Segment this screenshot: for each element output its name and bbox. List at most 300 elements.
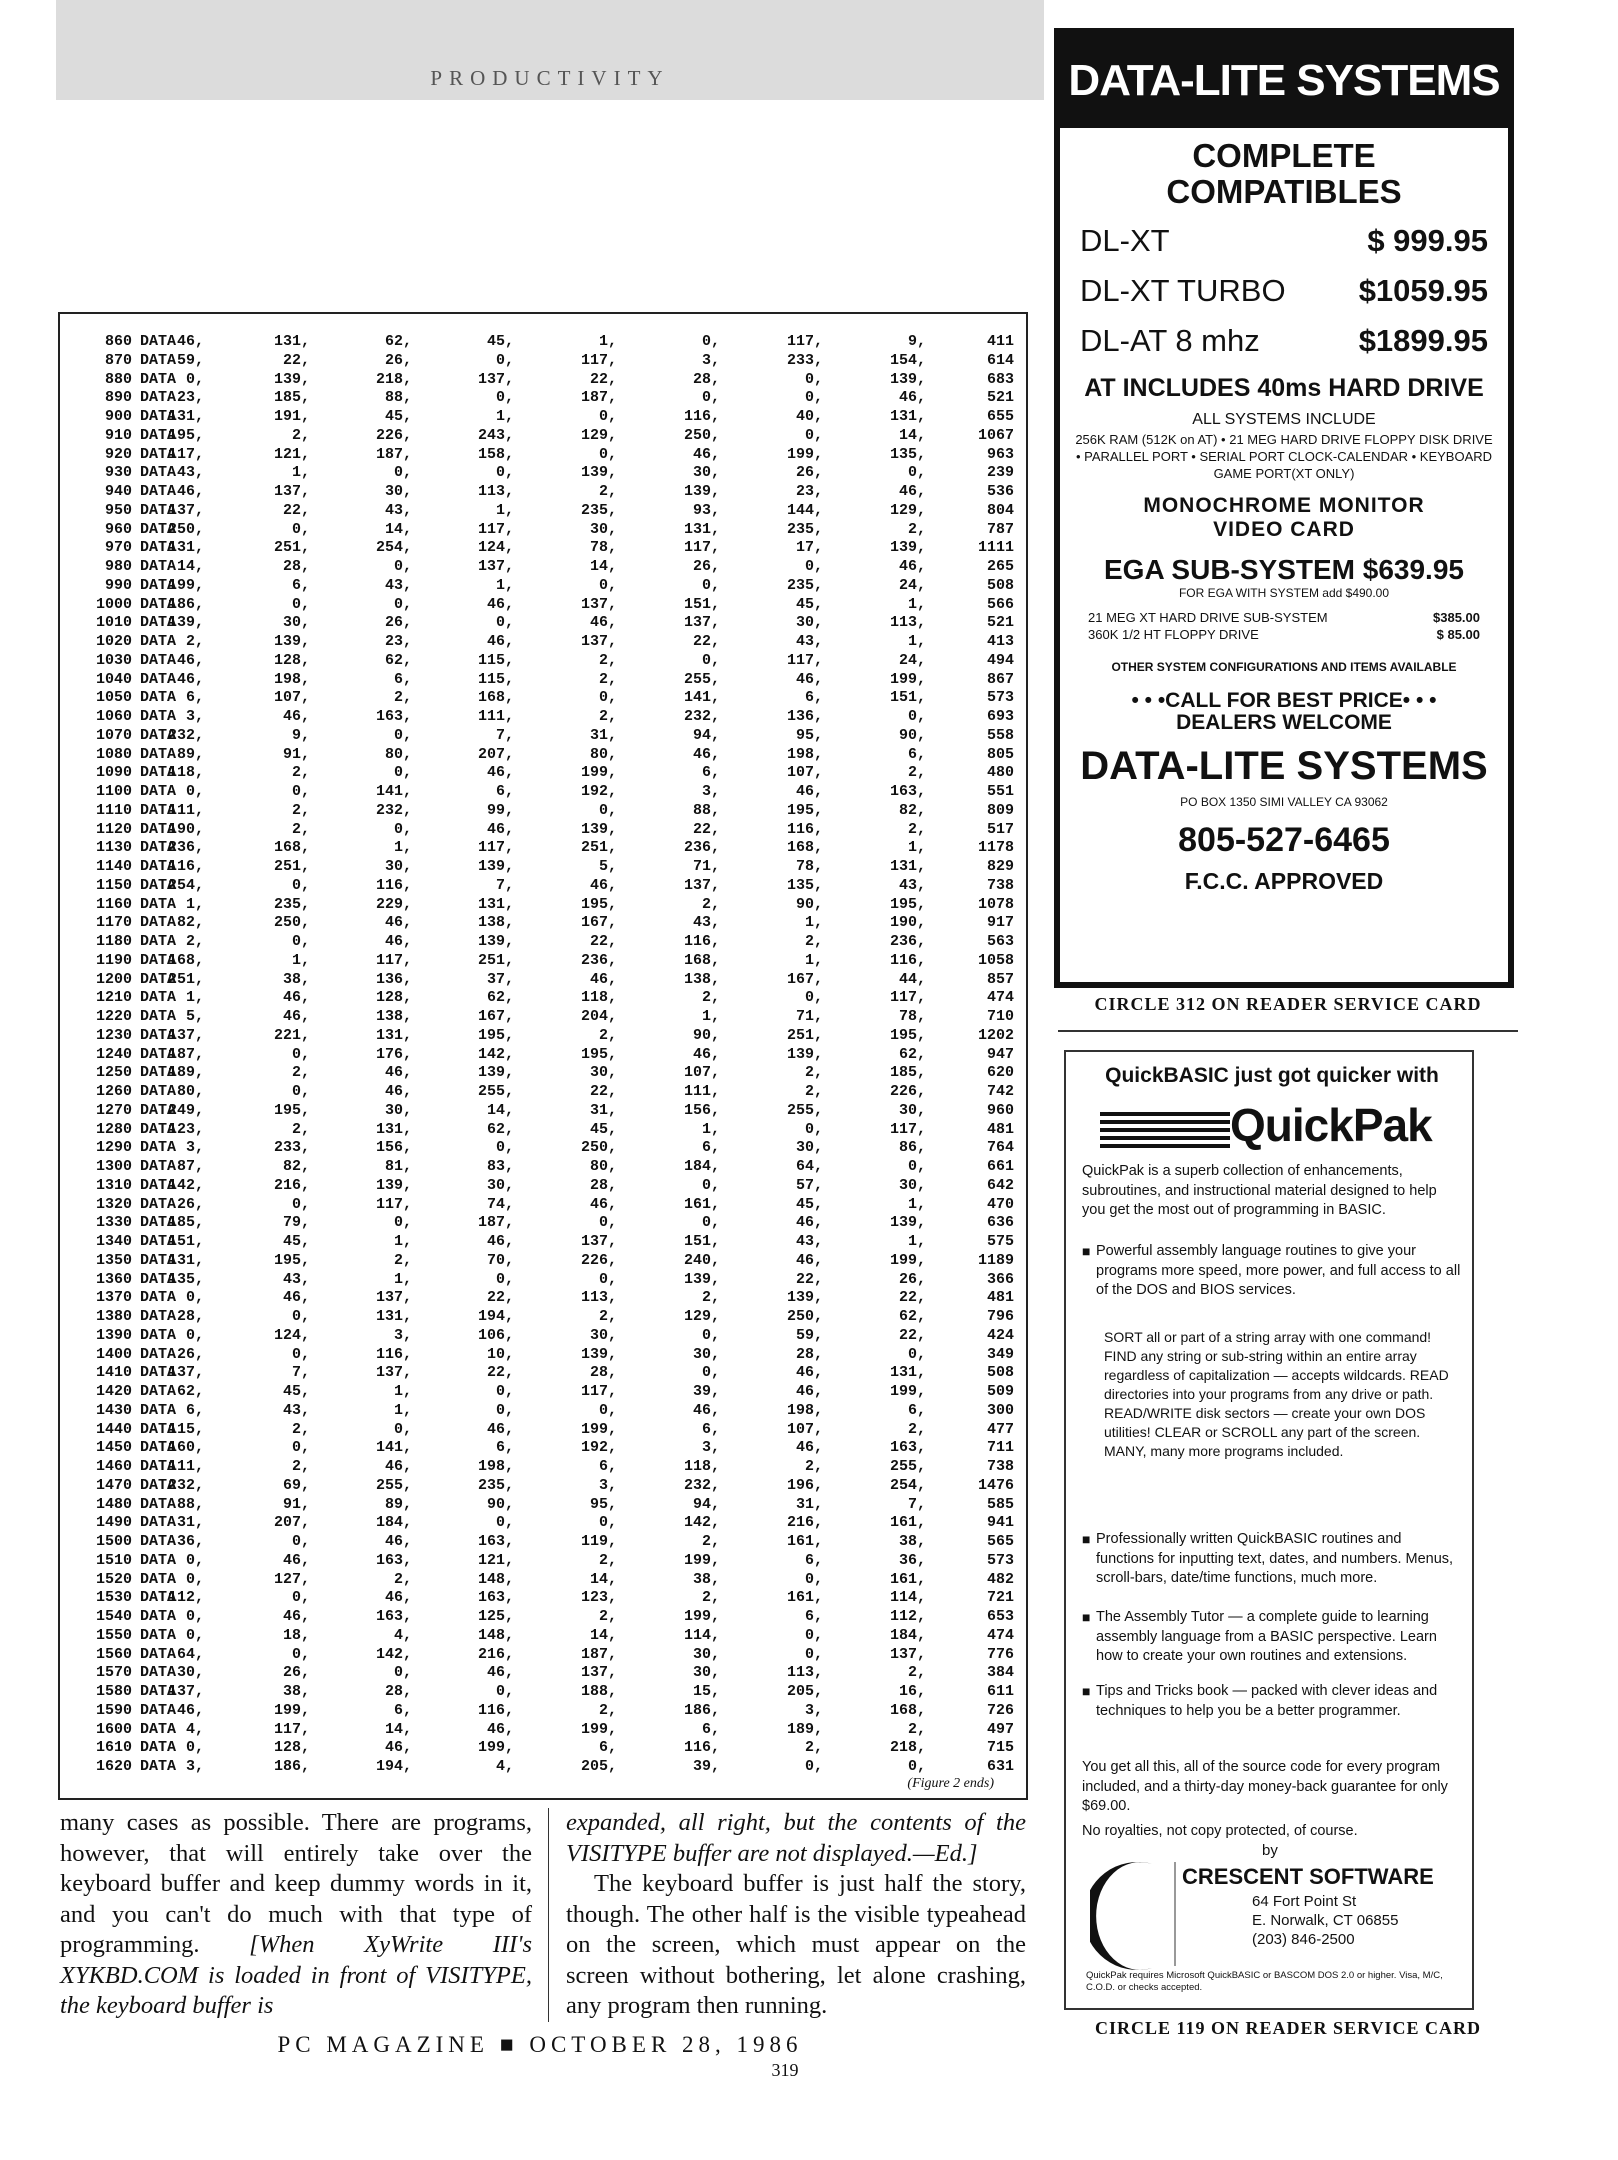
data-value: 184, <box>683 1158 720 1175</box>
data-value: 22, <box>282 501 310 519</box>
data-keyword: DATA <box>140 914 177 932</box>
line-number: 1260 <box>95 1083 132 1100</box>
data-value: 131, <box>683 520 720 538</box>
data-value: 90, <box>898 726 926 744</box>
data-value: 90, <box>795 895 823 913</box>
data-value: 131, <box>477 895 514 913</box>
data-value: 6, <box>393 1701 412 1719</box>
data-value: 37, <box>486 970 514 988</box>
data-keyword: DATA <box>140 689 177 707</box>
data-value: 111, <box>167 801 204 819</box>
line-number: 1550 <box>95 1626 132 1644</box>
data-keyword: DATA <box>140 464 177 482</box>
data-value: 1, <box>393 1233 412 1250</box>
company-address <box>1252 1892 1398 1949</box>
data-value: 199, <box>580 1420 617 1438</box>
listing-row <box>74 1703 1014 1719</box>
data-value: 142, <box>167 1176 204 1194</box>
data-keyword: DATA <box>140 670 177 688</box>
data-value: 57, <box>795 1176 823 1194</box>
data-value: 125, <box>477 1608 514 1625</box>
data-value: 129, <box>889 501 926 519</box>
listing-row <box>74 522 1014 538</box>
data-keyword: DATA <box>140 370 177 388</box>
data-keyword: DATA <box>140 576 177 594</box>
checksum-value: 693 <box>986 708 1014 725</box>
data-value: 0, <box>701 576 720 594</box>
data-value: 0, <box>291 1195 310 1213</box>
data-value: 0, <box>393 558 412 575</box>
data-value: 4, <box>495 1758 514 1775</box>
model-price: $1059.95 <box>1358 273 1488 308</box>
data-value: 0, <box>598 1270 617 1288</box>
line-number: 1320 <box>95 1195 132 1213</box>
data-value: 16, <box>898 1683 926 1700</box>
data-value: 23, <box>795 483 823 500</box>
data-value: 46, <box>795 1383 823 1400</box>
line-number: 970 <box>104 539 132 557</box>
article-column-2 <box>566 1808 1026 2022</box>
ad-royalties: No royalties, not copy protected, of course. <box>1082 1823 1358 1839</box>
data-value: 232, <box>167 1476 204 1494</box>
data-value: 1, <box>495 501 514 519</box>
model-price: $ 999.95 <box>1367 223 1488 258</box>
data-value: 44, <box>898 970 926 988</box>
data-value: 1, <box>907 1195 926 1213</box>
data-value: 139, <box>786 1045 823 1063</box>
data-value: 74, <box>486 1195 514 1213</box>
data-value: 2, <box>907 1720 926 1738</box>
data-value: 124, <box>273 1326 310 1344</box>
checksum-value: 963 <box>986 445 1014 463</box>
data-value: 1, <box>393 839 412 857</box>
data-value: 82, <box>898 801 926 819</box>
data-value: 116, <box>375 876 412 894</box>
data-value: 88, <box>384 389 412 407</box>
data-value: 22, <box>692 633 720 650</box>
price-row <box>1060 216 1508 266</box>
data-value: 163, <box>477 1589 514 1607</box>
ad-company: CRESCENT SOFTWARE <box>1182 1864 1434 1889</box>
data-value: 2, <box>393 689 412 707</box>
listing-row <box>74 1628 1014 1644</box>
data-value: 0, <box>185 1289 204 1307</box>
data-value: 71, <box>795 1008 823 1025</box>
data-value: 2, <box>393 1251 412 1269</box>
data-value: 107, <box>273 689 310 707</box>
data-value: 195, <box>477 1026 514 1044</box>
data-value: 113, <box>786 1664 823 1682</box>
data-value: 199, <box>786 445 823 463</box>
data-keyword: DATA <box>140 558 177 575</box>
data-value: 131, <box>167 408 204 425</box>
checksum-value: 411 <box>986 333 1014 350</box>
data-value: 30, <box>589 520 617 538</box>
data-keyword: DATA <box>140 839 177 857</box>
checksum-value: 481 <box>986 1120 1014 1138</box>
data-value: 161, <box>889 1570 926 1588</box>
data-value: 14, <box>589 1570 617 1588</box>
line-number: 1460 <box>95 1458 132 1475</box>
data-value: 0, <box>804 1626 823 1644</box>
checksum-value: 481 <box>986 1289 1014 1307</box>
listing-row <box>74 578 1014 594</box>
checksum-value: 551 <box>986 783 1014 800</box>
data-value: 116, <box>683 408 720 425</box>
data-value: 62, <box>898 1308 926 1325</box>
data-value: 205, <box>786 1683 823 1700</box>
data-value: 207, <box>477 745 514 763</box>
data-value: 22, <box>795 1270 823 1288</box>
data-value: 43, <box>282 1401 310 1419</box>
data-keyword: DATA <box>140 820 177 838</box>
data-value: 139, <box>273 633 310 650</box>
data-value: 2, <box>804 1739 823 1757</box>
data-value: 0, <box>598 689 617 707</box>
data-value: 0, <box>291 1345 310 1363</box>
data-keyword: DATA <box>140 1495 177 1513</box>
line-number: 1540 <box>95 1608 132 1625</box>
data-value: 207, <box>273 1514 310 1532</box>
data-value: 43, <box>384 576 412 594</box>
line-number: 1510 <box>95 1551 132 1569</box>
data-value: 142, <box>375 1645 412 1663</box>
data-value: 4, <box>185 1720 204 1738</box>
data-value: 0, <box>393 595 412 613</box>
data-keyword: DATA <box>140 1739 177 1757</box>
data-value: 46, <box>692 1401 720 1419</box>
data-value: 28, <box>589 1176 617 1194</box>
checksum-value: 867 <box>986 670 1014 688</box>
data-value: 0, <box>701 1326 720 1344</box>
checksum-value: 636 <box>986 1214 1014 1232</box>
ad-offer: You get all this, all of the source code for every program included, and a thirty-day money-back guarantee for only $69.00. <box>1082 1759 1448 1814</box>
data-value: 2, <box>291 1064 310 1082</box>
data-value: 121, <box>477 1551 514 1569</box>
data-value: 2, <box>804 1064 823 1082</box>
data-value: 205, <box>580 1758 617 1775</box>
data-value: 88, <box>176 1495 204 1513</box>
data-value: 137, <box>683 876 720 894</box>
data-value: 131, <box>375 1120 412 1138</box>
ad-intro: QuickPak is a superb collection of enhancements, subroutines, and instructional material designed to help you get the most out of programming in BASIC. <box>1082 1163 1437 1218</box>
data-value: 30, <box>898 1101 926 1119</box>
data-value: 0, <box>185 370 204 388</box>
data-value: 45, <box>282 1383 310 1400</box>
data-keyword: DATA <box>140 876 177 894</box>
data-value: 250, <box>167 520 204 538</box>
data-value: 186, <box>167 595 204 613</box>
data-value: 6, <box>907 1401 926 1419</box>
data-value: 199, <box>580 764 617 782</box>
data-keyword: DATA <box>140 1439 177 1457</box>
data-value: 45, <box>282 1233 310 1250</box>
data-value: 46, <box>282 708 310 725</box>
data-value: 0, <box>185 1570 204 1588</box>
data-value: 6, <box>701 1420 720 1438</box>
data-value: 160, <box>167 1439 204 1457</box>
data-value: 5, <box>185 1008 204 1025</box>
data-value: 94, <box>692 1495 720 1513</box>
data-value: 255, <box>683 670 720 688</box>
data-value: 117, <box>273 1720 310 1738</box>
data-value: 9, <box>291 726 310 744</box>
data-value: 30, <box>692 464 720 482</box>
address-line: 64 Fort Point St <box>1252 1893 1357 1910</box>
data-value: 0, <box>598 576 617 594</box>
data-value: 139, <box>889 370 926 388</box>
checksum-value: 683 <box>986 370 1014 388</box>
data-value: 123, <box>580 1589 617 1607</box>
data-value: 112, <box>167 1589 204 1607</box>
data-value: 0, <box>185 1739 204 1757</box>
data-value: 78, <box>898 1008 926 1025</box>
data-value: 117, <box>889 989 926 1007</box>
data-keyword: DATA <box>140 1476 177 1494</box>
data-value: 2, <box>907 1420 926 1438</box>
line-number: 1230 <box>95 1026 132 1044</box>
data-value: 62, <box>486 989 514 1007</box>
data-value: 117, <box>375 951 412 969</box>
line-number: 1490 <box>95 1514 132 1532</box>
data-value: 0, <box>907 1345 926 1363</box>
data-value: 139, <box>580 820 617 838</box>
data-value: 199, <box>580 1720 617 1738</box>
data-value: 0, <box>393 464 412 482</box>
data-value: 14, <box>589 558 617 575</box>
data-value: 118, <box>683 1458 720 1475</box>
data-value: 93, <box>692 501 720 519</box>
article-column-1 <box>60 1808 532 2022</box>
data-value: 46, <box>486 1233 514 1250</box>
data-value: 254, <box>375 539 412 557</box>
checksum-value: 536 <box>986 483 1014 500</box>
data-value: 14, <box>384 1720 412 1738</box>
checksum-value: 726 <box>986 1701 1014 1719</box>
data-value: 7, <box>495 726 514 744</box>
line-number: 1590 <box>95 1701 132 1719</box>
data-value: 123, <box>167 1120 204 1138</box>
data-value: 0, <box>598 1214 617 1232</box>
data-value: 69, <box>282 1476 310 1494</box>
data-value: 195, <box>273 1101 310 1119</box>
listing-row <box>74 1440 1014 1456</box>
line-number: 1200 <box>95 970 132 988</box>
data-value: 45, <box>795 595 823 613</box>
data-keyword: DATA <box>140 1570 177 1588</box>
data-value: 0, <box>393 726 412 744</box>
data-value: 0, <box>291 1083 310 1100</box>
data-value: 0, <box>393 1664 412 1682</box>
data-value: 45, <box>795 1195 823 1213</box>
data-value: 137, <box>273 483 310 500</box>
article-text: many cases as possible. There are programs, however, that will entirely take over the keyboard buffer and keep dummy words in it, and you can't do much with that type of programming. <box>60 1809 532 1958</box>
data-value: 28, <box>176 1308 204 1325</box>
data-keyword: DATA <box>140 1139 177 1157</box>
data-value: 2, <box>907 1664 926 1682</box>
data-value: 135, <box>167 1270 204 1288</box>
data-value: 0, <box>291 520 310 538</box>
data-value: 14, <box>898 426 926 444</box>
extra-item: 21 MEG XT HARD DRIVE SUB-SYSTEM <box>1088 610 1328 625</box>
data-value: 18, <box>282 1626 310 1644</box>
data-value: 62, <box>384 333 412 350</box>
data-value: 251, <box>477 951 514 969</box>
data-keyword: DATA <box>140 1683 177 1700</box>
data-value: 0, <box>291 1439 310 1457</box>
data-value: 39, <box>692 1383 720 1400</box>
data-value: 127, <box>273 1570 310 1588</box>
data-value: 161, <box>786 1533 823 1550</box>
data-value: 2, <box>701 1589 720 1607</box>
data-value: 14, <box>589 1626 617 1644</box>
data-value: 186, <box>273 1758 310 1775</box>
data-value: 46, <box>282 1608 310 1625</box>
data-value: 144, <box>786 501 823 519</box>
data-value: 148, <box>477 1570 514 1588</box>
data-value: 0, <box>907 464 926 482</box>
data-value: 139, <box>786 1289 823 1307</box>
data-value: 89, <box>176 745 204 763</box>
data-value: 46, <box>384 1739 412 1757</box>
divider <box>1058 1030 1518 1032</box>
data-value: 116, <box>167 858 204 875</box>
data-value: 240, <box>683 1251 720 1269</box>
code-listing <box>58 312 1028 1800</box>
listing-row <box>74 1347 1014 1363</box>
data-value: 117, <box>167 445 204 463</box>
company-phone: (203) 846-2500 <box>1252 1931 1355 1948</box>
data-value: 161, <box>683 1195 720 1213</box>
data-value: 30, <box>692 1645 720 1663</box>
feature-bullet: ■ The Assembly Tutor — a complete guide to learning assembly language from a BASIC perspective. Learn how to create your own routines and extensions. <box>1082 1608 1462 1667</box>
data-keyword: DATA <box>140 858 177 875</box>
data-value: 128, <box>273 1739 310 1757</box>
reader-service-caption: CIRCLE 312 ON READER SERVICE CARD <box>1094 994 1482 1014</box>
data-value: 196, <box>786 1476 823 1494</box>
listing-row <box>74 1197 1014 1213</box>
data-value: 216, <box>477 1645 514 1663</box>
data-keyword: DATA <box>140 1720 177 1738</box>
data-keyword: DATA <box>140 951 177 969</box>
data-value: 0, <box>495 351 514 369</box>
data-value: 38, <box>692 1570 720 1588</box>
checksum-value: 474 <box>986 989 1014 1007</box>
data-keyword: DATA <box>140 1626 177 1644</box>
data-value: 70, <box>486 1251 514 1269</box>
data-value: 0, <box>185 1626 204 1644</box>
data-value: 0, <box>804 1120 823 1138</box>
listing-row <box>74 672 1014 688</box>
data-value: 46, <box>384 914 412 932</box>
data-value: 187, <box>167 1045 204 1063</box>
checksum-value: 829 <box>986 858 1014 875</box>
data-value: 117, <box>889 1120 926 1138</box>
data-keyword: DATA <box>140 1251 177 1269</box>
data-value: 46, <box>486 633 514 650</box>
data-value: 198, <box>273 670 310 688</box>
data-value: 135, <box>889 445 926 463</box>
checksum-value: 413 <box>986 633 1014 650</box>
data-value: 199, <box>889 1251 926 1269</box>
line-number: 1140 <box>95 858 132 875</box>
data-keyword: DATA <box>140 989 177 1007</box>
data-value: 137, <box>580 1664 617 1682</box>
data-value: 46, <box>898 483 926 500</box>
data-value: 117, <box>477 839 514 857</box>
data-value: 6, <box>185 1401 204 1419</box>
quickpak-logo: QuickPak <box>1230 1099 1432 1151</box>
data-value: 131, <box>889 408 926 425</box>
data-value: 46, <box>176 651 204 669</box>
data-value: 26, <box>282 1664 310 1682</box>
data-value: 46, <box>384 933 412 950</box>
data-value: 151, <box>167 1233 204 1250</box>
data-value: 0, <box>804 426 823 444</box>
data-value: 117, <box>580 1383 617 1400</box>
by-label: by <box>1262 1842 1278 1859</box>
listing-row <box>74 1572 1014 1588</box>
data-value: 7, <box>291 1364 310 1382</box>
data-value: 117, <box>786 651 823 669</box>
data-value: 46, <box>384 1533 412 1550</box>
data-value: 26, <box>384 351 412 369</box>
data-value: 232, <box>683 708 720 725</box>
sub-feature-text: SORT all or part of a string array with one command! FIND any string or sub-string within an entire array regardless of capitalization — accepts wildcards. READ directories into your programs from any drive or path. READ/WRITE disk sectors — create your own DOS utilities! CLEAR or SCROLL any part of the screen. MANY, many more programs included. <box>1104 1329 1449 1459</box>
ad-phone: 805-527-6465 <box>1178 821 1390 859</box>
data-value: 186, <box>683 1701 720 1719</box>
data-value: 22, <box>282 351 310 369</box>
data-value: 117, <box>375 1195 412 1213</box>
data-value: 0, <box>598 445 617 463</box>
data-value: 195, <box>273 1251 310 1269</box>
data-value: 117, <box>477 520 514 538</box>
data-value: 194, <box>477 1308 514 1325</box>
data-value: 14, <box>176 558 204 575</box>
extra-row <box>1060 600 1508 625</box>
data-keyword: DATA <box>140 1233 177 1250</box>
data-value: 131, <box>889 858 926 875</box>
data-value: 1, <box>495 408 514 425</box>
data-value: 90, <box>486 1495 514 1513</box>
data-value: 3, <box>185 1139 204 1157</box>
checksum-value: 917 <box>986 914 1014 932</box>
data-value: 250, <box>683 426 720 444</box>
data-value: 0, <box>804 370 823 388</box>
data-value: 46, <box>282 1289 310 1307</box>
listing-row <box>74 1178 1014 1194</box>
data-value: 156, <box>375 1139 412 1157</box>
data-value: 5, <box>598 858 617 875</box>
speed-lines <box>1100 1106 1230 1146</box>
line-number: 1530 <box>95 1589 132 1607</box>
checksum-value: 494 <box>986 651 1014 669</box>
data-value: 0, <box>907 1758 926 1775</box>
data-value: 233, <box>786 351 823 369</box>
data-value: 2, <box>598 1701 617 1719</box>
data-value: 216, <box>273 1176 310 1194</box>
checksum-value: 1111 <box>977 539 1014 557</box>
data-keyword: DATA <box>140 708 177 725</box>
line-number: 1420 <box>95 1383 132 1400</box>
data-value: 31, <box>589 1101 617 1119</box>
data-value: 2, <box>804 1458 823 1475</box>
line-number: 1100 <box>95 783 132 800</box>
data-keyword: DATA <box>140 1158 177 1175</box>
checksum-value: 614 <box>986 351 1014 369</box>
listing-row <box>74 334 1014 350</box>
data-keyword: DATA <box>140 614 177 632</box>
